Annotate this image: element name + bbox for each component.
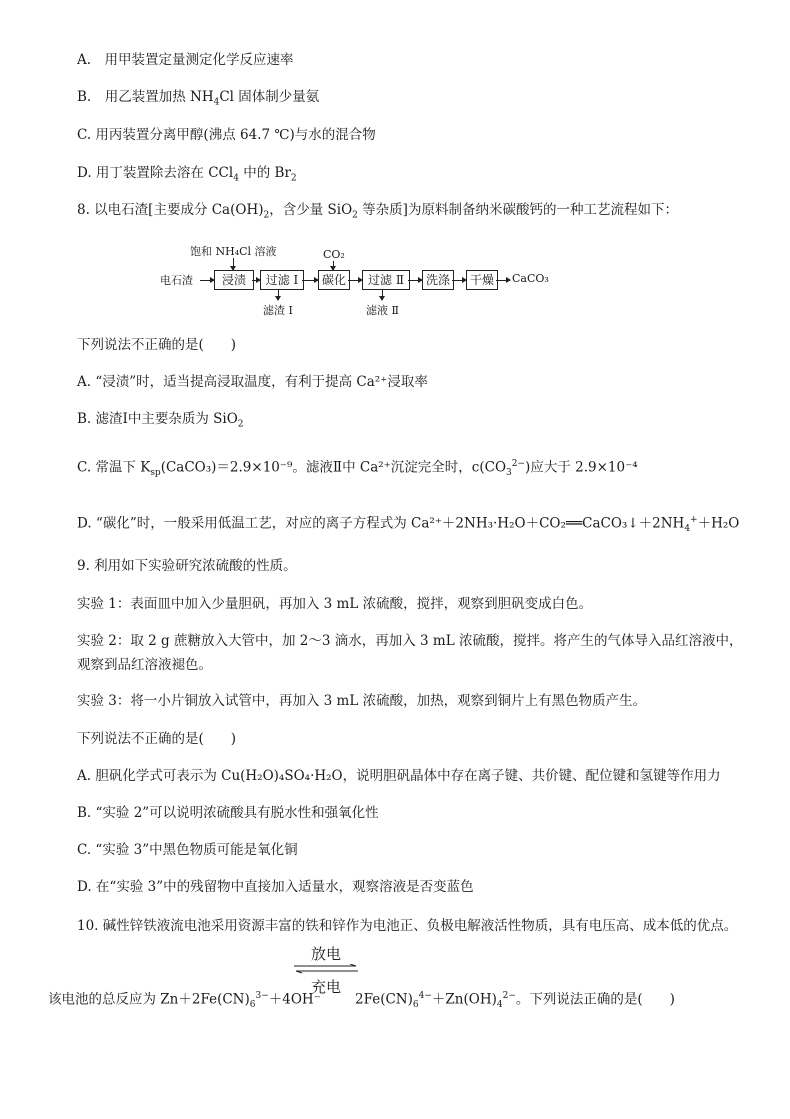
discharge-label: 放电 <box>310 945 341 963</box>
q8-option-a: A. “浸渍”时，适当提高浸取温度，有利于提高 Ca²⁺浸取率 <box>77 374 428 390</box>
q10-equation-right: $2Fe(CN)_6^{4-}+Zn(OH)_4^{2-}$。下列说法正确的是( ) <box>355 991 675 1011</box>
q7-option-c: C. 用丙装置分离甲醇(沸点 64.7 ℃)与水的混合物 <box>77 127 376 143</box>
process-flowchart <box>160 240 580 320</box>
flow-output: CaCO₃ <box>512 272 549 285</box>
flow-step-4: 过滤 Ⅱ <box>362 270 410 290</box>
flow-byproduct-2: 滤液 Ⅱ <box>366 304 399 317</box>
q9-exp2b: 观察到品红溶液褪色。 <box>77 657 212 673</box>
flow-arrow <box>200 280 214 281</box>
flow-step-1: 浸渍 <box>214 270 254 290</box>
q8-option-c: C. 常温下 $K_{sp}(CaCO_3)=2.9\times 10^{-9}$。滤液Ⅱ中 Ca²⁺沉淀完全时，$c(CO_3^{2-})$应大于 2.9×10⁻⁴ <box>77 459 638 479</box>
q9-stem: 9. 利用如下实验研究浓硫酸的性质。 <box>77 558 297 574</box>
flow-reagent-2: CO₂ <box>323 248 345 261</box>
q10-equation-left: 该电池的总反应为 $Zn+2Fe(CN)_6^{3-}+4OH^-$ <box>48 991 321 1011</box>
flow-arrow <box>252 280 260 281</box>
flow-arrow <box>278 290 279 300</box>
charge-label: 充电 <box>310 978 341 996</box>
flow-arrow <box>408 280 422 281</box>
flow-arrow <box>302 280 318 281</box>
q9-exp3: 实验 3：将一小片铜放入试管中，再加入 3 mL 浓硫酸，加热，观察到铜片上有黑色物质产生。 <box>77 693 647 709</box>
flow-step-5: 洗涤 <box>422 270 454 290</box>
flow-reagent-1: 饱和 NH₄Cl 溶液 <box>190 245 277 258</box>
flow-step-3: 碳化 <box>318 270 350 290</box>
flow-arrow <box>348 280 362 281</box>
flow-step-6: 干燥 <box>466 270 498 290</box>
q7-option-a: A. 用甲装置定量测定化学反应速率 <box>77 52 294 68</box>
q7-option-b: B. 用乙装置加热 $NH_4Cl$ 固体制少量氨 <box>77 89 320 108</box>
flow-input: 电石渣 <box>160 274 193 287</box>
reversible-arrow <box>290 943 362 996</box>
flow-arrow <box>496 280 510 281</box>
q8-stem: 8. 以电石渣[主要成分 $Ca(OH)_2$，含少量 SiO$_2$ 等杂质]为原料制备纳米碳酸钙的一种工艺流程如下： <box>77 202 678 221</box>
q10-stem: 10. 碱性锌铁液流电池采用资源丰富的铁和锌作为电池正、负极电解液活性物质，具有电压高、成本低的优点。 <box>77 918 738 934</box>
q7-option-d: D. 用丁装置除去溶在 CCl$_4$ 中的 $Br_2$ <box>77 165 297 184</box>
flow-arrow <box>333 261 334 270</box>
q9-question: 下列说法不正确的是( ) <box>77 731 237 747</box>
q8-option-b: B. 滤渣Ⅰ中主要杂质为 SiO$_2$ <box>77 411 244 430</box>
q9-exp1: 实验 1：表面皿中加入少量胆矾，再加入 3 mL 浓硫酸，搅拌，观察到胆矾变成白色。 <box>77 596 593 612</box>
flow-step-2: 过滤 Ⅰ <box>260 270 304 290</box>
q9-option-b: B. “实验 2”可以说明浓硫酸具有脱水性和强氧化性 <box>77 805 379 821</box>
flow-arrow <box>233 258 234 270</box>
flow-arrow <box>452 280 466 281</box>
flow-byproduct-1: 滤渣 Ⅰ <box>263 304 293 317</box>
q9-option-d: D. 在“实验 3”中的残留物中直接加入适量水，观察溶液是否变蓝色 <box>77 879 474 895</box>
flow-arrow <box>382 290 383 300</box>
q9-option-a: A. 胆矾化学式可表示为 Cu(H₂O)₄SO₄·H₂O，说明胆矾晶体中存在离子键、共价键、配位键和氢键等作用力 <box>77 768 721 784</box>
q9-exp2a: 实验 2：取 2 g 蔗糖放入大管中，加 2～3 滴水，再加入 3 mL 浓硫酸，搅拌。将产生的气体导入品红溶液中， <box>77 633 743 649</box>
q9-option-c: C. “实验 3”中黑色物质可能是氧化铜 <box>77 842 298 858</box>
q8-question: 下列说法不正确的是( ) <box>77 337 237 353</box>
equilibrium-arrows-icon <box>290 964 362 974</box>
q8-option-d: D. “碳化”时，一般采用低温工艺，对应的离子方程式为 $Ca^{2+}+2NH_3\cdot H_2O+CO_2══CaCO_3↓+2NH_4^++H_2O$ <box>77 515 740 535</box>
